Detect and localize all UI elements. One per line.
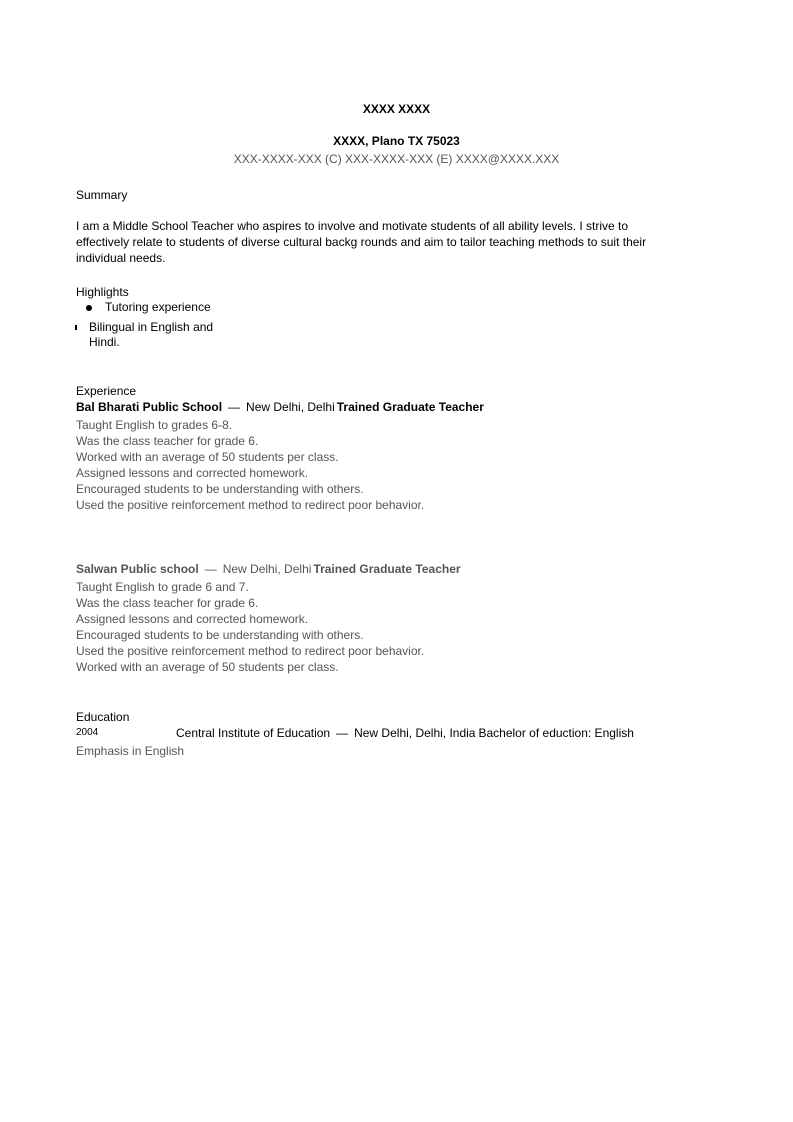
job-location: New Delhi, Delhi bbox=[246, 400, 335, 414]
job-header bbox=[76, 399, 484, 415]
address: XXXX, Plano TX 75023 bbox=[333, 134, 460, 148]
education-note: Emphasis in English bbox=[76, 744, 185, 758]
summary-line: I am a Middle School Teacher who aspires to involve and motivate students of all ability levels. I strive to bbox=[76, 219, 629, 233]
education-entry bbox=[176, 725, 634, 741]
employer: Salwan Public school bbox=[76, 562, 199, 576]
highlight-item-continued: Hindi. bbox=[89, 335, 120, 349]
job-duty: Assigned lessons and corrected homework. bbox=[76, 466, 309, 480]
bullet-icon bbox=[75, 319, 77, 335]
summary-line: individual needs. bbox=[76, 251, 166, 265]
separator-dash: — bbox=[204, 562, 217, 576]
experience-heading: Experience bbox=[76, 384, 137, 398]
candidate-name: XXXX XXXX bbox=[362, 102, 431, 116]
job-duty: Worked with an average of 50 students per class. bbox=[76, 450, 339, 464]
job-duty: Was the class teacher for grade 6. bbox=[76, 434, 259, 448]
highlight-item: Bilingual in English and bbox=[89, 320, 214, 334]
job-duty: Encouraged students to be understanding with others. bbox=[76, 482, 364, 496]
highlight-item: Tutoring experience bbox=[105, 300, 211, 314]
separator-dash: — bbox=[336, 726, 349, 740]
highlights-heading: Highlights bbox=[76, 285, 129, 299]
job-location: New Delhi, Delhi bbox=[222, 562, 312, 576]
job-title: Trained Graduate Teacher bbox=[313, 562, 461, 576]
education-year: 2004 bbox=[76, 727, 99, 738]
job-header bbox=[76, 561, 461, 577]
education-location: New Delhi, Delhi, India bbox=[354, 726, 476, 740]
bullet-icon bbox=[86, 299, 92, 315]
job-duty: Taught English to grades 6-8. bbox=[76, 418, 233, 432]
job-duty: Used the positive reinforcement method to redirect poor behavior. bbox=[76, 644, 425, 658]
degree: Bachelor of eduction: English bbox=[478, 726, 634, 740]
job-duty: Used the positive reinforcement method to redirect poor behavior. bbox=[76, 498, 425, 512]
summary-heading: Summary bbox=[76, 188, 128, 202]
job-duty: Was the class teacher for grade 6. bbox=[76, 596, 259, 610]
job-duty: Encouraged students to be understanding with others. bbox=[76, 628, 364, 642]
job-duty: Worked with an average of 50 students per class. bbox=[76, 660, 339, 674]
job-duty: Taught English to grade 6 and 7. bbox=[76, 580, 249, 594]
job-title: Trained Graduate Teacher bbox=[336, 400, 484, 414]
summary-line: effectively relate to students of diverse cultural backg rounds and aim to tailor teaching methods to suit their bbox=[76, 235, 647, 249]
contact-info: XXX-XXXX-XXX (C) XXX-XXXX-XXX (E) XXXX@XXXX.XXX bbox=[233, 152, 560, 166]
institution: Central Institute of Education bbox=[176, 726, 331, 740]
separator-dash: — bbox=[228, 400, 241, 414]
employer: Bal Bharati Public School bbox=[76, 400, 223, 414]
education-heading: Education bbox=[76, 710, 130, 724]
job-duty: Assigned lessons and corrected homework. bbox=[76, 612, 309, 626]
